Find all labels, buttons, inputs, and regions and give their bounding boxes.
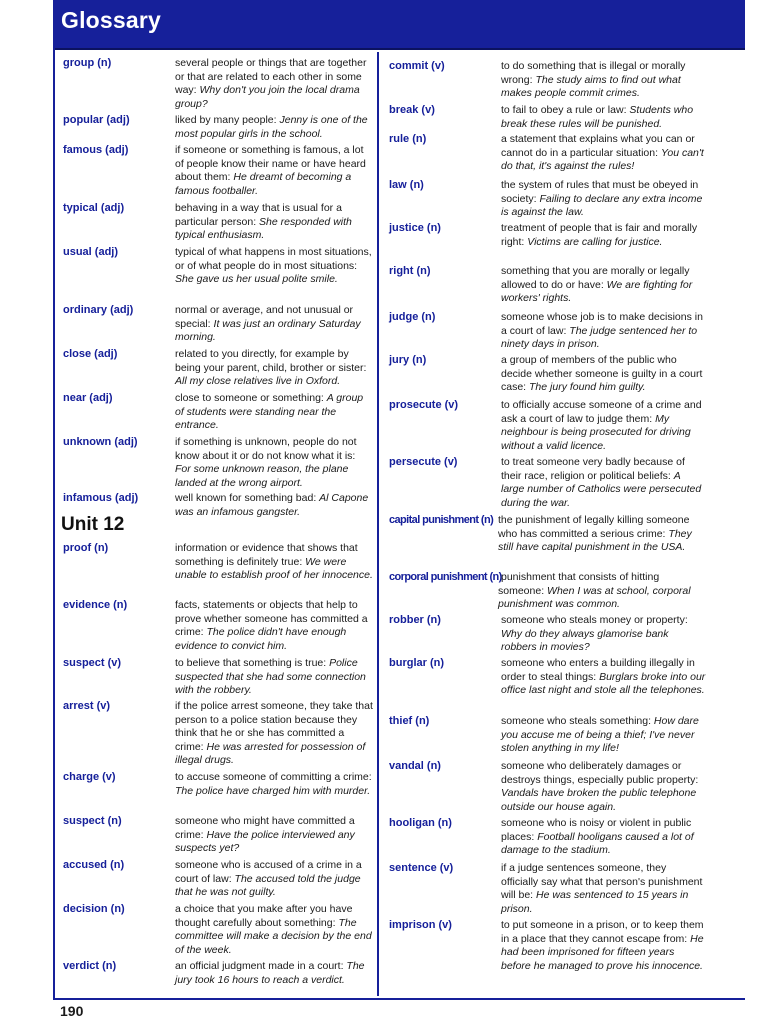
glossary-definition [175,657,373,698]
glossary-term: capital punishment (n) [389,514,494,526]
glossary-term: accused (n) [63,859,125,871]
example-sentence: For some unknown reason, the plane landed at the wrong airport. [175,463,349,489]
example-sentence: My neighbour is being prosecuted for driving without a valid licence. [501,412,691,452]
glossary-term: proof (n) [63,542,109,554]
definition-text: the system of rules that must be obeyed in society: [501,179,699,205]
definition-text: well known for something bad: [175,492,320,504]
example-sentence: He was arrested for possession of illegal drugs. [175,740,366,766]
glossary-term: jury (n) [389,354,427,366]
glossary-definition [501,657,706,698]
example-sentence: Police suspected that she had some connection with the robbery. [175,657,366,696]
example-sentence: The jury took 16 hours to reach a verdict. [175,960,365,986]
glossary-term: famous (adj) [63,144,129,156]
glossary-definition [175,57,373,111]
glossary-definition [501,715,706,756]
example-sentence: He was sentenced to 15 years in prison. [501,889,689,915]
example-sentence: The police didn't have enough evidence to convict him. [175,626,347,652]
glossary-term: break (v) [389,104,435,116]
example-sentence: Students who break these rules will be punished. [501,104,694,130]
definition-text: related to you directly, for example by being your parent, child, brother or sister: [175,348,367,374]
glossary-term: close (adj) [63,348,118,360]
example-sentence: You can't do that, it's against the rules! [501,146,704,172]
definition-text: someone who enters a building illegally in order to steal things: [501,657,695,683]
glossary-definition [501,399,706,453]
example-sentence: Burglars broke into our office last night and stole all the telephones. [501,670,706,696]
example-sentence: It was just an ordinary Saturday morning. [175,317,361,343]
glossary-definition [501,862,706,916]
definition-text: several people or things that are together or that are related to each other in some way: [175,57,367,96]
glossary-definition [501,760,706,814]
example-sentence: A group of students were standing near the entrance. [175,392,364,431]
definition-text: an official judgment made in a court: [175,960,347,972]
glossary-term: infamous (adj) [63,492,139,504]
definition-text: information or evidence that shows that something is definitely true: [175,542,358,568]
glossary-term: verdict (n) [63,960,117,972]
definition-text: if someone or something is famous, a lot of people know their name or have heard about them: [175,144,366,183]
glossary-term: sentence (v) [389,862,454,874]
example-sentence: Jenny is one of the most popular girls in the school. [175,114,368,140]
example-sentence: Why do they always glamorise bank robbers in movies? [501,627,669,653]
glossary-term: justice (n) [389,222,441,234]
glossary-definition [175,304,373,345]
definition-text: a group of members of the public who decide whether someone is guilty in a court case: [501,354,703,393]
example-sentence: Victims are calling for justice. [527,235,663,248]
definition-text: someone who might have committed a crime: [175,815,355,841]
example-sentence: The accused told the judge that he was not guilty. [175,872,361,898]
glossary-term: suspect (n) [63,815,122,827]
glossary-term: prosecute (v) [389,399,459,411]
glossary-term: hooligan (n) [389,817,452,829]
glossary-term: group (n) [63,57,112,69]
glossary-definition [175,771,373,798]
glossary-definition [501,265,706,306]
glossary-definition [175,960,373,987]
glossary-term: decision (n) [63,903,125,915]
glossary-term: thief (n) [389,715,430,727]
definition-text: someone whose job is to make decisions in a court of law: [501,311,703,337]
frame-left-border [53,48,55,1000]
glossary-term: rule (n) [389,133,427,145]
glossary-term: robber (n) [389,614,441,626]
glossary-definition [501,311,706,352]
definition-text: to do something that is illegal or morally wrong: [501,60,686,86]
example-sentence: Have the police interviewed any suspects yet? [175,828,355,854]
glossary-definition [501,354,706,395]
example-sentence: She gave us her usual polite smile. [175,273,338,285]
page-number: 190 [60,1003,84,1019]
definition-text: punishment that consists of hitting someone: [498,571,660,597]
glossary-definition [175,144,373,198]
glossary-definition [501,60,706,101]
definition-text: to officially accuse someone of a crime and ask a court of law to judge them: [501,399,702,425]
example-sentence: The judge sentenced her to ninety days in prison. [501,324,698,350]
glossary-term: right (n) [389,265,431,277]
definition-text: behaving in a way that is usual for a particular person: [175,202,342,228]
column-divider [377,52,379,996]
glossary-definition [498,514,703,555]
glossary-definition [175,348,373,389]
definition-text: if the police arrest someone, they take that person to a police station because they think that he or she has committed a crime: [175,700,373,753]
example-sentence: They still have capital punishment in the USA. [498,527,692,553]
glossary-definition [501,919,706,973]
page-title: Glossary [61,7,162,33]
glossary-definition [175,436,373,490]
example-sentence: All my close relatives live in Oxford. [175,375,341,387]
glossary-term: evidence (n) [63,599,128,611]
glossary-header [53,0,745,50]
definition-text: if a judge sentences someone, they officially say what that person's punishment will be: [501,862,703,901]
glossary-definition [498,571,703,612]
glossary-definition [501,133,706,174]
example-sentence: The committee will make a decision by the end of the week. [175,916,372,956]
glossary-term: unknown (adj) [63,436,138,448]
definition-text: to put someone in a prison, or to keep them in a place that they cannot escape from: [501,919,704,945]
glossary-term: judge (n) [389,311,436,323]
definition-text: a choice that you make after you have thought carefully about something: [175,903,353,929]
glossary-definition [501,817,706,858]
glossary-definition [175,492,373,519]
glossary-definition [175,114,373,141]
glossary-term: popular (adj) [63,114,130,126]
example-sentence: He had been imprisoned for fifteen years before he managed to prove his innocence. [501,932,704,972]
glossary-definition [175,815,373,856]
definition-text: treatment of people that is fair and morally right: [501,222,698,248]
example-sentence: How dare you accuse me of being a thief; I've never stolen anything in my life! [501,715,699,754]
example-sentence: He dreamt of becoming a famous footballer. [175,171,352,197]
glossary-term: ordinary (adj) [63,304,134,316]
definition-text: someone who steals money or property: [501,614,688,626]
definition-text: someone who is noisy or violent in public places: [501,817,692,843]
definition-text: typical of what happens in most situations, or of what people do in most situations: [175,246,372,272]
glossary-term: vandal (n) [389,760,441,772]
glossary-term: suspect (v) [63,657,122,669]
glossary-term: commit (v) [389,60,445,72]
glossary-definition [501,614,706,655]
glossary-definition [175,700,373,768]
glossary-definition [175,392,373,433]
example-sentence: The study aims to find out what makes people commit crimes. [501,73,681,99]
glossary-definition [501,104,706,131]
glossary-term: usual (adj) [63,246,119,258]
definition-text: someone who deliberately damages or destroys things, especially public property: [501,760,699,786]
glossary-definition [175,903,373,957]
glossary-term: typical (adj) [63,202,125,214]
glossary-definition [501,456,706,510]
glossary-definition [501,222,706,249]
example-sentence: A large number of Catholics were persecuted during the war. [501,469,702,509]
definition-text: normal or average, and not unusual or special: [175,304,354,330]
definition-text: to fail to obey a rule or law: [501,104,630,116]
unit-heading: Unit 12 [61,514,125,535]
example-sentence: When I was at school, corporal punishment was common. [498,584,691,610]
example-sentence: We were unable to establish proof of her innocence. [175,555,373,581]
example-sentence: We are fighting for workers' rights. [501,278,693,304]
definition-text: close to someone or something: [175,392,327,404]
glossary-term: near (adj) [63,392,113,404]
example-sentence: Vandals have broken the public telephone outside our house again. [501,787,697,813]
glossary-definition [175,599,373,653]
definition-text: a statement that explains what you can or cannot do in a particular situation: [501,133,695,159]
frame-bottom-border [53,998,745,1000]
definition-text: facts, statements or objects that help to prove whether someone has committed a crime: [175,599,368,638]
glossary-term: imprison (v) [389,919,452,931]
example-sentence: The jury found him guilty. [529,381,646,393]
example-sentence: Al Capone was an infamous gangster. [175,492,369,518]
example-sentence: Why don't you join the local drama group? [175,84,360,110]
example-sentence: Football hooligans caused a lot of damage to the stadium. [501,830,694,856]
definition-text: if something is unknown, people do not know about it or do not know what it is: [175,436,357,462]
glossary-definition [175,859,373,900]
definition-text: someone who steals something: [501,715,654,727]
glossary-term: persecute (v) [389,456,458,468]
glossary-definition [501,179,706,220]
glossary-definition [175,542,373,583]
definition-text: to treat someone very badly because of their race, religion or political beliefs: [501,456,685,482]
glossary-definition [175,246,373,287]
definition-text: someone who is accused of a crime in a court of law: [175,859,362,885]
glossary-term: corporal punishment (n) [389,571,502,583]
example-sentence: The police have charged him with murder. [175,784,371,797]
definition-text: liked by many people: [175,114,280,126]
definition-text: to accuse someone of committing a crime: [175,771,372,783]
glossary-term: law (n) [389,179,424,191]
example-sentence: She responded with typical enthusiasm. [175,215,352,241]
glossary-term: arrest (v) [63,700,111,712]
definition-text: something that you are morally or legally allowed to do or have: [501,265,690,291]
definition-text: to believe that something is true: [175,657,330,669]
glossary-term: burglar (n) [389,657,444,669]
glossary-definition [175,202,373,243]
example-sentence: Failing to declare any extra income is against the law. [501,192,703,218]
definition-text: the punishment of legally killing someone who has committed a serious crime: [498,514,690,540]
glossary-term: charge (v) [63,771,116,783]
